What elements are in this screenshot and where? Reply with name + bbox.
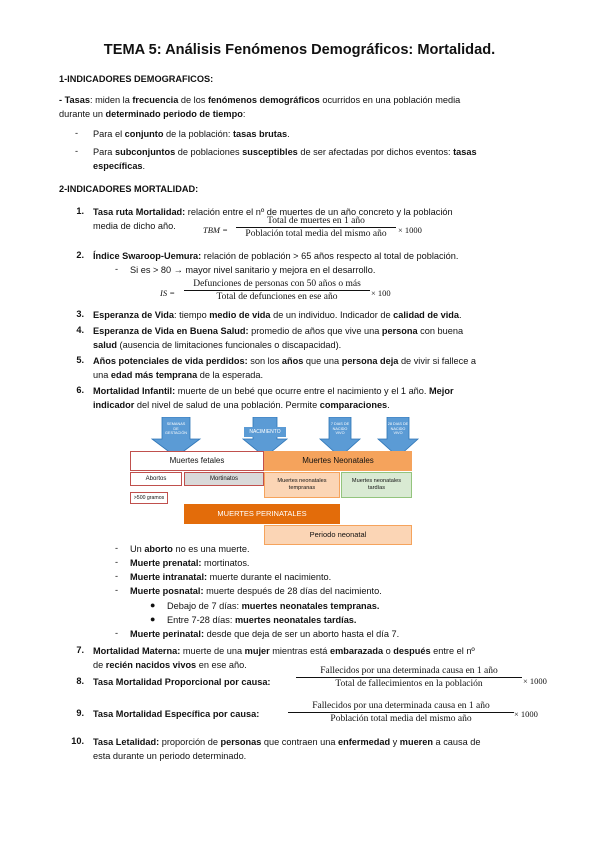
- formula-tbm-fraction: [236, 216, 396, 239]
- tasas-especificas-item-line1: Para subconjuntos de poblaciones susceptibles de ser afectadas por dichos eventos: tasas: [93, 147, 477, 157]
- fraction-bar: [184, 290, 370, 291]
- tasa-proporcional-label: Tasa Mortalidad Proporcional por causa:: [93, 677, 271, 687]
- muertes-fetales-box: Muertes fetales: [130, 451, 264, 471]
- tasas-especificas-item-line2: específicas.: [93, 161, 146, 171]
- muerte-intranatal-note: Muerte intranatal: muerte durante el nacimiento.: [130, 572, 332, 582]
- arrow-label-7-dias: 7 DIAS DE NACIDO VIVO: [330, 422, 350, 436]
- item-number: 8.: [76, 676, 84, 686]
- esperanza-salud-line2: salud (ausencia de limitaciones funcionales o discapacidad).: [93, 340, 342, 350]
- muerte-prenatal-note: Muerte prenatal: mortinatos.: [130, 558, 250, 568]
- mortalidad-infantil-line2: indicador del nivel de salud de una población. Permite comparaciones.: [93, 400, 390, 410]
- section-heading-indicadores-demograficos: 1-INDICADORES DEMOGRAFICOS:: [59, 74, 214, 84]
- muertes-perinatales-box: MUERTES PERINATALES: [184, 504, 340, 524]
- tasa-bruta-line2: media de dicho año.: [93, 221, 176, 231]
- formula-is-fraction: [184, 279, 370, 302]
- tasas-paragraph-line1: - Tasas: miden la frecuencia de los fenómenos demográficos ocurridos en una población media: [59, 95, 461, 105]
- item-number: 5.: [76, 355, 84, 365]
- list-dash: -: [115, 543, 119, 553]
- formula-numerator: Fallecidos por una determinada causa en 1 año: [312, 701, 490, 711]
- mortality-periods-diagram: [128, 417, 410, 552]
- tasa-especifica-label: Tasa Mortalidad Específica por causa:: [93, 709, 260, 719]
- formula-is-multiplier: × 100: [371, 288, 391, 298]
- mortalidad-infantil-line1: Mortalidad Infantil: muerte de un bebé que ocurre entre el nacimiento y el 1 año. Mejor: [93, 386, 454, 396]
- indice-swaroop-note: Si es > 80 → mayor nivel sanitario y mejora en el desarrollo.: [130, 265, 376, 275]
- esperanza-vida-line: Esperanza de Vida: tiempo medio de vida de un individuo. Indicador de calidad de vida.: [93, 310, 462, 320]
- formula-especifica-fraction: [288, 701, 514, 724]
- indice-swaroop-line: Índice Swaroop-Uemura: relación de población > 65 años respecto al total de población.: [93, 251, 459, 261]
- list-dash: -: [115, 557, 119, 567]
- tasas-paragraph-line2: durante un determinado periodo de tiempo:: [59, 109, 246, 119]
- arrow-label-28-dias: 28 DIAS DE NACIDO VIVO: [387, 422, 409, 436]
- formula-especifica-multiplier: × 1000: [514, 709, 538, 719]
- list-dash: -: [115, 571, 119, 581]
- formula-denominator: Total de defunciones en ese año: [216, 292, 338, 302]
- neonatales-tempranas-box: Muertes neonatales tempranas: [264, 472, 340, 498]
- muerte-posnatal-note: Muerte posnatal: muerte después de 28 días del nacimiento.: [130, 586, 382, 596]
- formula-denominator: Total de fallecimientos en la población: [335, 679, 483, 689]
- tasa-letalidad-line2: esta durante un periodo determinado.: [93, 751, 247, 761]
- muerte-perinatal-note: Muerte perinatal: desde que deja de ser un aborto hasta el día 7.: [130, 629, 400, 639]
- formula-denominator: Población total media del mismo año: [245, 229, 387, 239]
- bullet-tempranas: Debajo de 7 días: muertes neonatales tempranas.: [167, 601, 380, 611]
- anos-potenciales-line1: Años potenciales de vida perdidos: son los años que una persona deja de vivir si fallece a: [93, 356, 477, 366]
- aborto-note: Un aborto no es una muerte.: [130, 544, 250, 554]
- item-number: 2.: [76, 250, 84, 260]
- gramos-box: >500 gramos: [130, 492, 168, 504]
- bullet-tardias: Entre 7-28 días: muertes neonatales tardías.: [167, 615, 357, 625]
- abortos-box: Abortos: [130, 472, 182, 486]
- formula-is-lhs: IS =: [160, 288, 175, 298]
- item-number: 4.: [76, 325, 84, 335]
- section-heading-indicadores-mortalidad: 2-INDICADORES MORTALIDAD:: [59, 184, 199, 194]
- mortalidad-materna-line1: Mortalidad Materna: muerte de una mujer mientras está embarazada o después entre el nº: [93, 646, 475, 656]
- item-number: 6.: [76, 385, 84, 395]
- list-dash: -: [115, 264, 119, 274]
- formula-numerator: Defunciones de personas con 50 años o más: [193, 279, 361, 289]
- item-number: 1.: [76, 206, 84, 216]
- neonatales-tardias-box: Muertes neonatales tardías: [341, 472, 412, 498]
- anos-potenciales-line2: una edad más temprana de la esperada.: [93, 370, 264, 380]
- formula-proporcional-multiplier: × 1000: [523, 676, 547, 686]
- item-number: 10.: [71, 736, 84, 746]
- item-number: 3.: [76, 309, 84, 319]
- formula-tbm-multiplier: × 1000: [398, 225, 422, 235]
- arrow-label-semanas: SEMANAS DE GESTACIÓN: [164, 422, 188, 436]
- list-dash: -: [115, 628, 119, 638]
- muertes-neonatales-box: Muertes Neonatales: [264, 451, 412, 471]
- item-number: 7.: [76, 645, 84, 655]
- formula-denominator: Población total media del mismo año: [330, 714, 472, 724]
- list-dash: -: [75, 146, 79, 156]
- item-number: 9.: [76, 708, 84, 718]
- fraction-bar: [296, 677, 522, 678]
- bullet-dot: ●: [150, 614, 156, 624]
- page-title: TEMA 5: Análisis Fenómenos Demográficos: Mortalidad.: [103, 42, 496, 58]
- bullet-dot: ●: [150, 600, 156, 610]
- mortinatos-box: Mortinatos: [184, 472, 264, 486]
- arrow-label-nacimiento: NACIMIENTO: [244, 427, 286, 437]
- list-dash: -: [75, 128, 79, 138]
- formula-proporcional-fraction: [296, 666, 522, 689]
- tasa-bruta-line1: Tasa ruta Mortalidad: relación entre el nº de muertes de un año concreto y la población: [93, 207, 453, 217]
- list-dash: -: [115, 585, 119, 595]
- tasa-letalidad-line1: Tasa Letalidad: proporción de personas que contraen una enfermedad y mueren a causa de: [93, 737, 481, 747]
- tasas-brutas-item: Para el conjunto de la población: tasas brutas.: [93, 129, 290, 139]
- fraction-bar: [288, 712, 514, 713]
- mortalidad-materna-line2: de recién nacidos vivos en ese año.: [93, 660, 247, 670]
- formula-numerator: Fallecidos por una determinada causa en 1 año: [320, 666, 498, 676]
- formula-tbm-lhs: TBM =: [203, 225, 228, 235]
- formula-numerator: Total de muertes en 1 año: [267, 216, 365, 226]
- fraction-bar: [236, 227, 396, 228]
- periodo-neonatal-box: Periodo neonatal: [264, 525, 412, 545]
- esperanza-salud-line1: Esperanza de Vida en Buena Salud: promedio de años que vive una persona con buena: [93, 326, 464, 336]
